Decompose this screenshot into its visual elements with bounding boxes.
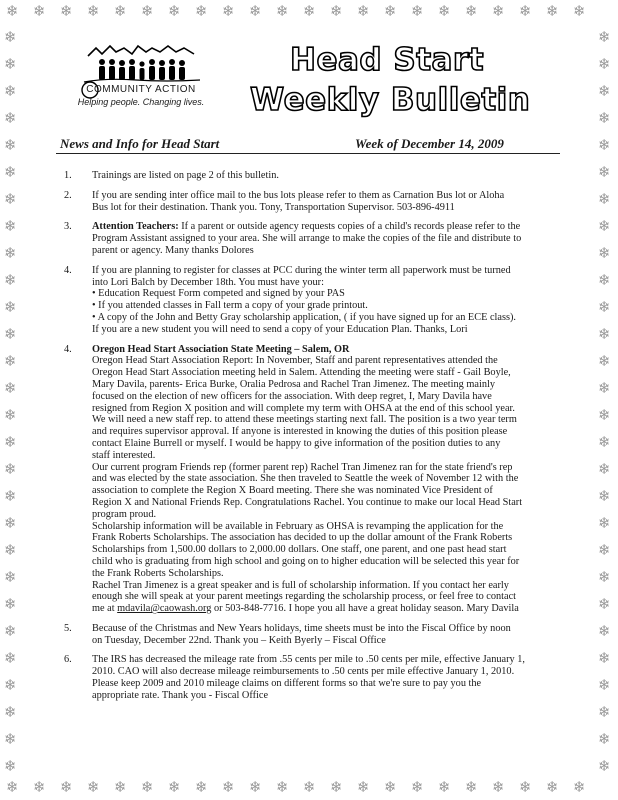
bulletin-item	[62, 623, 560, 647]
snowflake-icon: ❄	[87, 778, 100, 796]
snowflake-icon: ❄	[195, 778, 208, 796]
snowflake-icon: ❄	[4, 271, 17, 289]
item-line: Scholarships from 1,500.00 dollars to 2,000.00 dollars. One staff, one parent, and one past head start	[92, 544, 507, 556]
snowflake-icon: ❄	[87, 2, 100, 20]
snowflake-icon: ❄	[573, 2, 586, 20]
snowflake-icon: ❄	[168, 2, 181, 20]
item-line: Mary Davila, parents- Erica Burke, Oralia Pedrosa and Rachel Tran Jimenez. The meeting mainly	[92, 378, 495, 390]
snowflake-icon: ❄	[4, 352, 17, 370]
bulletin-item	[62, 654, 560, 701]
snowflake-icon: ❄	[4, 514, 17, 532]
snowflake-icon: ❄	[598, 730, 611, 748]
snowflake-icon: ❄	[598, 514, 611, 532]
snowflake-icon: ❄	[4, 676, 17, 694]
snowflake-icon: ❄	[4, 757, 17, 775]
snowflake-icon: ❄	[4, 703, 17, 721]
email-link[interactable]: mdavila@caowash.org	[117, 603, 212, 615]
item-line: focused on the election of new officers for the association. With deep regret, I, Mary Davila have	[92, 390, 492, 402]
item-line: Rachel Tran Jimenez is a great speaker and is full of scholarship information. If you contact her early	[92, 579, 509, 591]
snowflake-icon: ❄	[60, 2, 73, 20]
snowflake-icon: ❄	[4, 190, 17, 208]
snowflake-icon: ❄	[598, 325, 611, 343]
item-line: 2010. CAO will also decrease mileage reimbursements to .50 cents per mile effective January 1, 2010.	[92, 666, 515, 678]
item-line: into Lori Balch by December 18th. You must have your:	[92, 276, 324, 288]
snowflake-icon: ❄	[598, 487, 611, 505]
snowflake-icon: ❄	[4, 325, 17, 343]
snowflake-icon: ❄	[6, 778, 19, 796]
item-line: enough she will speak at your parent meetings regarding the scholarship process, or feel free to contact	[92, 591, 517, 603]
item-line: Please keep 2009 and 2010 mileage claims on different forms so that we're sure to pay you the	[92, 678, 482, 690]
snowflake-icon: ❄	[598, 460, 611, 478]
snowflake-icon: ❄	[598, 244, 611, 262]
snowflake-icon: ❄	[519, 2, 532, 20]
item-text	[92, 265, 560, 336]
item-line: and requires supervisor approval. If anyone is interested in knowing the duties of this position please	[92, 426, 508, 438]
snowflake-icon: ❄	[598, 433, 611, 451]
snowflake-icon: ❄	[4, 541, 17, 559]
snowflake-icon: ❄	[438, 778, 451, 796]
snowflake-icon: ❄	[4, 649, 17, 667]
item-line: Oregon Head Start Association meeting held in Salem. Attending the meeting were staff - Gail Boyle,	[92, 367, 511, 379]
snowflake-icon: ❄	[519, 778, 532, 796]
snowflake-icon: ❄	[4, 379, 17, 397]
org-name: COMMUNITY ACTION	[86, 84, 196, 95]
snowflake-icon: ❄	[573, 778, 586, 796]
snowflake-icon: ❄	[598, 568, 611, 586]
snowflake-icon: ❄	[598, 217, 611, 235]
item-line: resigned from Region X position and will complete my term with OHSA at the end of this school year.	[92, 402, 515, 414]
snowflake-icon: ❄	[492, 778, 505, 796]
snowflake-icon: ❄	[4, 163, 17, 181]
item-line: Frank Roberts Scholarships. The association has decided to up the dollar amount of the Frank Roberts	[92, 532, 513, 544]
snowflake-icon: ❄	[4, 55, 17, 73]
snowflake-icon: ❄	[465, 2, 478, 20]
snowflake-icon: ❄	[6, 2, 19, 20]
snowflake-icon: ❄	[195, 2, 208, 20]
item-line: • A copy of the John and Betty Gray scholarship application, ( if you have signed up for an ECE class).	[92, 311, 516, 323]
item-number: 2.	[64, 189, 72, 201]
snowflake-icon: ❄	[598, 298, 611, 316]
item-text	[92, 170, 560, 182]
snowflake-icon: ❄	[114, 2, 127, 20]
snowflake-icon: ❄	[598, 109, 611, 127]
snowflake-icon: ❄	[330, 778, 343, 796]
header-divider	[56, 153, 560, 154]
bulletin-title-line1: Head Start	[290, 42, 485, 78]
snowflake-icon: ❄	[4, 406, 17, 424]
org-tagline: Helping people. Changing lives.	[77, 97, 205, 107]
item-line: Attention Teachers: If a parent or outside agency requests copies of a child's records please refer to the	[92, 221, 521, 233]
snowflake-icon: ❄	[546, 778, 559, 796]
item-line: child who is graduating from high school and going on to higher education will be selected this year for	[92, 555, 520, 567]
snowflake-icon: ❄	[438, 2, 451, 20]
snowflake-icon: ❄	[249, 2, 262, 20]
item-line: Bus lot for their destination. Thank you. Tony, Transportation Supervisor. 503-896-4911	[92, 201, 455, 213]
snowflake-icon: ❄	[598, 271, 611, 289]
snowflake-icon: ❄	[598, 757, 611, 775]
item-line: program proud.	[92, 508, 157, 520]
snowflake-icon: ❄	[384, 778, 397, 796]
snowflake-icon: ❄	[357, 2, 370, 20]
item-line: Because of the Christmas and New Years holidays, time sheets must be into the Fiscal Office by noon	[92, 622, 511, 634]
item-line: association to complete the Region X Board meeting. There she was nominated Vice President of	[92, 485, 493, 497]
subheader-right: Week of December 14, 2009	[355, 136, 504, 151]
people-icon	[99, 59, 185, 80]
item-text	[92, 221, 560, 256]
item-line: me at mdavila@caowash.org or 503-848-7716. I hope you all have a great holiday season. Mary Davila	[92, 603, 519, 615]
bulletin-item	[62, 170, 560, 182]
snowflake-icon: ❄	[357, 778, 370, 796]
snowflake-icon: ❄	[4, 28, 17, 46]
snowflake-icon: ❄	[4, 460, 17, 478]
snowflake-icon: ❄	[303, 2, 316, 20]
item-line: contact Elaine Burrell or myself. I would be happy to give information of the position duties to any	[92, 437, 501, 449]
snowflake-icon: ❄	[4, 82, 17, 100]
bulletin-item	[62, 221, 560, 256]
snowflake-icon: ❄	[598, 595, 611, 613]
subheader-left: News and Info for Head Start	[60, 136, 220, 151]
item-line: Trainings are listed on page 2 of this bulletin.	[92, 170, 279, 181]
snowflake-icon: ❄	[4, 568, 17, 586]
item-number: 6.	[64, 654, 72, 666]
snowflake-icon: ❄	[276, 2, 289, 20]
snowflake-icon: ❄	[598, 55, 611, 73]
item-text	[92, 654, 560, 701]
snowflake-icon: ❄	[546, 2, 559, 20]
snowflake-icon: ❄	[598, 28, 611, 46]
snowflake-icon: ❄	[384, 2, 397, 20]
snowflake-icon: ❄	[598, 622, 611, 640]
snowflake-icon: ❄	[411, 2, 424, 20]
snowflake-icon: ❄	[465, 778, 478, 796]
item-line: Region X and National Friends Rep. Congratulations Rachel. You continue to make our local Head Start	[92, 496, 523, 508]
bulletin-item	[62, 265, 560, 336]
item-number: 3.	[64, 221, 72, 233]
snowflake-icon: ❄	[492, 2, 505, 20]
item-line: If you are planning to register for classes at PCC during the winter term all paperwork must be turned	[92, 264, 511, 276]
snowflake-icon: ❄	[4, 109, 17, 127]
snowflake-icon: ❄	[330, 2, 343, 20]
snowflake-icon: ❄	[4, 730, 17, 748]
snowflake-icon: ❄	[4, 244, 17, 262]
snowflake-icon: ❄	[141, 778, 154, 796]
snowflake-icon: ❄	[276, 778, 289, 796]
item-line: If you are a new student you will need to send a copy of your Education Plan. Thanks, Lori	[92, 323, 468, 335]
snowflake-icon: ❄	[4, 622, 17, 640]
item-line: • If you attended classes in Fall term a copy of your grade printout.	[92, 300, 368, 312]
snowflake-icon: ❄	[222, 2, 235, 20]
item-line: and was elected by the state association. She then traveled to Seattle the week of November 12 with the	[92, 473, 519, 485]
item-line: on Tuesday, December 22nd. Thank you – Keith Byerly – Fiscal Office	[92, 634, 386, 646]
item-line: the Frank Roberts Scholarships.	[92, 567, 224, 579]
snowflake-icon: ❄	[598, 676, 611, 694]
item-number: 5.	[64, 622, 72, 634]
snowflake-icon: ❄	[4, 136, 17, 154]
item-line: Our current program Friends rep (former parent rep) Rachel Tran Jimenez ran for the state friend's rep	[92, 461, 513, 473]
bulletin-item	[62, 344, 560, 615]
snowflake-icon: ❄	[141, 2, 154, 20]
bulletin-items	[62, 170, 560, 710]
snowflake-icon: ❄	[114, 778, 127, 796]
item-line: parent or agency. Many thanks Dolores	[92, 244, 254, 256]
snowflake-icon: ❄	[33, 2, 46, 20]
snowflake-icon: ❄	[168, 778, 181, 796]
snowflake-icon: ❄	[598, 703, 611, 721]
snowflake-icon: ❄	[303, 778, 316, 796]
snowflake-icon: ❄	[4, 217, 17, 235]
item-line: If you are sending inter office mail to the bus lots please refer to them as Carnation Bus lot or Aloha	[92, 189, 505, 201]
snowflake-icon: ❄	[598, 352, 611, 370]
item-line: The IRS has decreased the mileage rate from .55 cents per mile to .50 cents per mile, effective January 1,	[92, 654, 525, 666]
bulletin-title-line2: Weekly Bulletin	[250, 82, 531, 118]
snowflake-icon: ❄	[4, 595, 17, 613]
item-number: 1.	[64, 170, 72, 181]
snowflake-icon: ❄	[598, 136, 611, 154]
snowflake-icon: ❄	[249, 778, 262, 796]
item-number: 4.	[64, 264, 72, 276]
snowflake-icon: ❄	[4, 298, 17, 316]
item-line: • Education Request Form competed and signed by your PAS	[92, 288, 345, 300]
snowflake-icon: ❄	[33, 778, 46, 796]
snowflake-icon: ❄	[598, 541, 611, 559]
snowflake-icon: ❄	[4, 487, 17, 505]
item-heading: Oregon Head Start Association State Meeting – Salem, OR	[92, 343, 350, 355]
snowflake-icon: ❄	[60, 778, 73, 796]
item-heading: Attention Teachers:	[92, 221, 179, 233]
snowflake-icon: ❄	[598, 190, 611, 208]
skyline-icon	[88, 46, 194, 56]
snowflake-icon: ❄	[598, 163, 611, 181]
item-line: staff interested.	[92, 449, 156, 461]
snowflake-icon: ❄	[411, 778, 424, 796]
snowflake-icon: ❄	[4, 433, 17, 451]
bulletin-item	[62, 190, 560, 214]
item-line: Scholarship information will be available in February as OHSA is revamping the application for the	[92, 520, 504, 532]
item-line: appropriate rate. Thank you - Fiscal Office	[92, 689, 269, 701]
snowflake-icon: ❄	[598, 406, 611, 424]
item-text	[92, 344, 560, 615]
snowflake-icon: ❄	[598, 82, 611, 100]
item-text	[92, 190, 560, 214]
item-text	[92, 623, 560, 647]
item-line: We will need a new staff rep. to attend these meetings starting next fall. The position is a two year term	[92, 414, 517, 426]
item-line: Program Assistant assigned to your area. She will arrange to make the copies of the file and distribute to	[92, 233, 522, 245]
snowflake-icon: ❄	[598, 379, 611, 397]
item-line: Oregon Head Start Association Report: In November, Staff and parent representatives attended the	[92, 355, 498, 367]
snowflake-icon: ❄	[222, 778, 235, 796]
item-number: 4.	[64, 343, 72, 355]
snowflake-icon: ❄	[598, 649, 611, 667]
